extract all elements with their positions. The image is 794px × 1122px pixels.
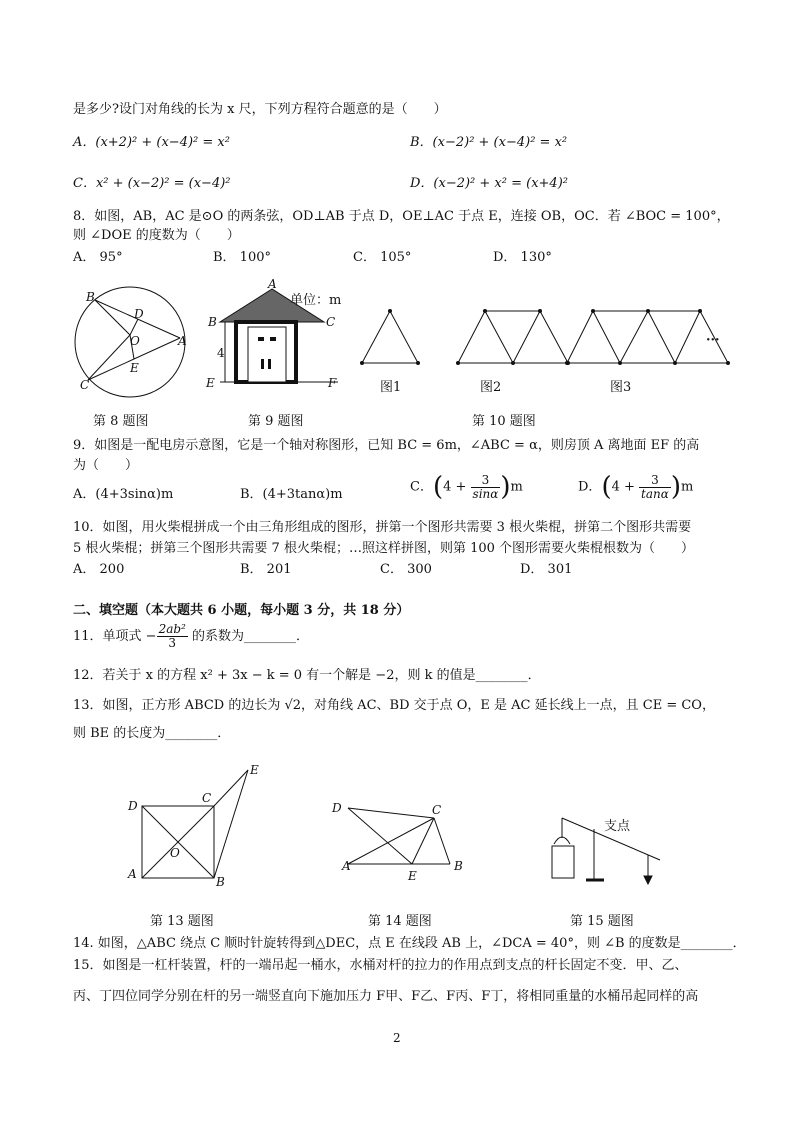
fig3-label: 图3 (610, 380, 632, 395)
q8-option-b: B． 100° (213, 250, 271, 265)
q13-line1: 13．如图，正方形 ABCD 的边长为 √2，对角线 AC、BD 交于点 O，E 是 AC 延长线上一点，且 CE = CO， (73, 698, 715, 713)
figure-10-triangles (362, 311, 728, 363)
page-number: 2 (393, 1031, 401, 1045)
caption-fig-14: 第 14 题图 (368, 914, 432, 929)
caption-fig-13: 第 13 题图 (150, 914, 214, 929)
q7-option-b: B．(x−2)² + (x−4)² = x² (410, 135, 568, 150)
q8-option-c: C． 105° (353, 250, 412, 265)
svg-text:B: B (216, 875, 225, 888)
svg-text:E: E (130, 361, 139, 375)
svg-text:C: C (80, 378, 90, 392)
q7-option-d: D．(x−2)² + x² = (x+4)² (410, 176, 568, 191)
q7-option-a: A．(x+2)² + (x−4)² = x² (73, 135, 230, 150)
q10-option-c: C． 300 (380, 562, 432, 577)
svg-text:D: D (332, 801, 342, 815)
q9-option-b: B．(4+3tanα)m (240, 487, 343, 502)
q8-option-d: D． 130° (493, 250, 552, 265)
svg-text:E: E (206, 376, 215, 390)
svg-text:O: O (170, 846, 180, 860)
house-height-label: 4 (217, 346, 225, 360)
q9-option-d: D．(4 + $\frac{3}{\tan\alpha}$ )m (578, 472, 694, 502)
caption-fig-15: 第 15 题图 (570, 914, 634, 929)
q14: 14. 如图，△ABC 绕点 C 顺时针旋转得到△DEC，点 E 在线段 AB 上，∠DCA = 40°，则 ∠B 的度数是________． (73, 936, 746, 951)
q10-line1: 10．如图，用火柴棍拼成一个由三角形组成的图形，拼第一个图形共需要 3 根火柴棍，拼第二个图形共需要 (73, 520, 692, 535)
figure-13-square (142, 770, 248, 878)
svg-text:D: D (134, 307, 144, 321)
q10-line2: 5 根火柴棍；拼第三个图形共需要 7 根火柴棍；…照这样拼图，则第 100 个图形需要火柴棍根数为（ ） (73, 541, 695, 556)
svg-text:C: C (326, 315, 336, 329)
section-2-heading: 二、填空题（本大题共 6 小题，每小题 3 分，共 18 分） (73, 603, 410, 618)
svg-text:F: F (328, 376, 337, 390)
svg-text:O: O (130, 334, 140, 348)
caption-fig-9: 第 9 题图 (248, 414, 304, 429)
svg-text:A: A (268, 277, 277, 291)
unit-label: 单位：m (290, 293, 342, 308)
q15-line1: 15．如图是一杠杆装置，杆的一端吊起一桶水，水桶对杆的拉力的作用点到支点的杆长固定不变．甲、乙、 (73, 958, 688, 973)
svg-text:E: E (250, 763, 259, 777)
svg-text:C: C (202, 791, 212, 805)
q8-line2: 则 ∠DOE 的度数为（ ） (73, 228, 240, 243)
svg-text:D: D (128, 799, 138, 813)
svg-text:B: B (86, 290, 95, 304)
svg-text:C: C (432, 803, 442, 817)
figure-8-circle (75, 287, 187, 397)
q11: 11．单项式 − $\frac{\text{2ab²}}{3}$ 的系数为________． (73, 622, 309, 650)
q12: 12．若关于 x 的方程 x² + 3x − k = 0 有一个解是 −2，则 k 的值是________． (73, 668, 541, 683)
figure-row-2 (120, 758, 680, 888)
svg-text:A: A (342, 859, 351, 873)
q7-stem-tail: 是多少?设门对角线的长为 x 尺，下列方程符合题意的是（ ） (73, 102, 447, 117)
q9-option-a: A．(4+3sinα)m (73, 487, 174, 502)
q10-option-a: A． 200 (73, 562, 125, 577)
svg-text:B: B (208, 315, 217, 329)
fig1-label: 图1 (380, 380, 402, 395)
q8-option-a: A． 95° (73, 250, 123, 265)
fig2-label: 图2 (480, 380, 502, 395)
q7-option-c: C．x² + (x−2)² = (x−4)² (73, 176, 231, 191)
q9-option-c: C．(4 + $\frac{3}{\sin\alpha}$ )m (410, 472, 523, 502)
q9-line1: 9．如图是一配电房示意图，它是一个轴对称图形，已知 BC = 6m，∠ABC = α，则房顶 A 离地面 EF 的高 (73, 438, 700, 453)
q10-option-b: B． 201 (240, 562, 292, 577)
q15-line2: 丙、丁四位同学分别在杆的另一端竖直向下施加压力 F甲、F乙、F丙、F丁，将相同重量的水桶吊起同样的高 (73, 989, 699, 1004)
q9-line2: 为（ ） (73, 458, 139, 473)
pivot-label: 支点 (604, 819, 631, 834)
caption-fig-8: 第 8 题图 (93, 414, 149, 429)
q10-option-d: D． 301 (520, 562, 573, 577)
svg-text:E: E (408, 869, 417, 883)
caption-fig-10: 第 10 题图 (472, 414, 536, 429)
svg-text:A: A (128, 867, 137, 881)
svg-text:B: B (454, 859, 463, 873)
ellipsis: ··· (706, 333, 720, 348)
q13-line2: 则 BE 的长度为________． (73, 726, 231, 741)
svg-text:A: A (178, 334, 187, 348)
q8-line1: 8．如图，AB，AC 是⊙O 的两条弦，OD⊥AB 于点 D，OE⊥AC 于点 E，连接 OB，OC．若 ∠BOC = 100°， (73, 209, 730, 224)
